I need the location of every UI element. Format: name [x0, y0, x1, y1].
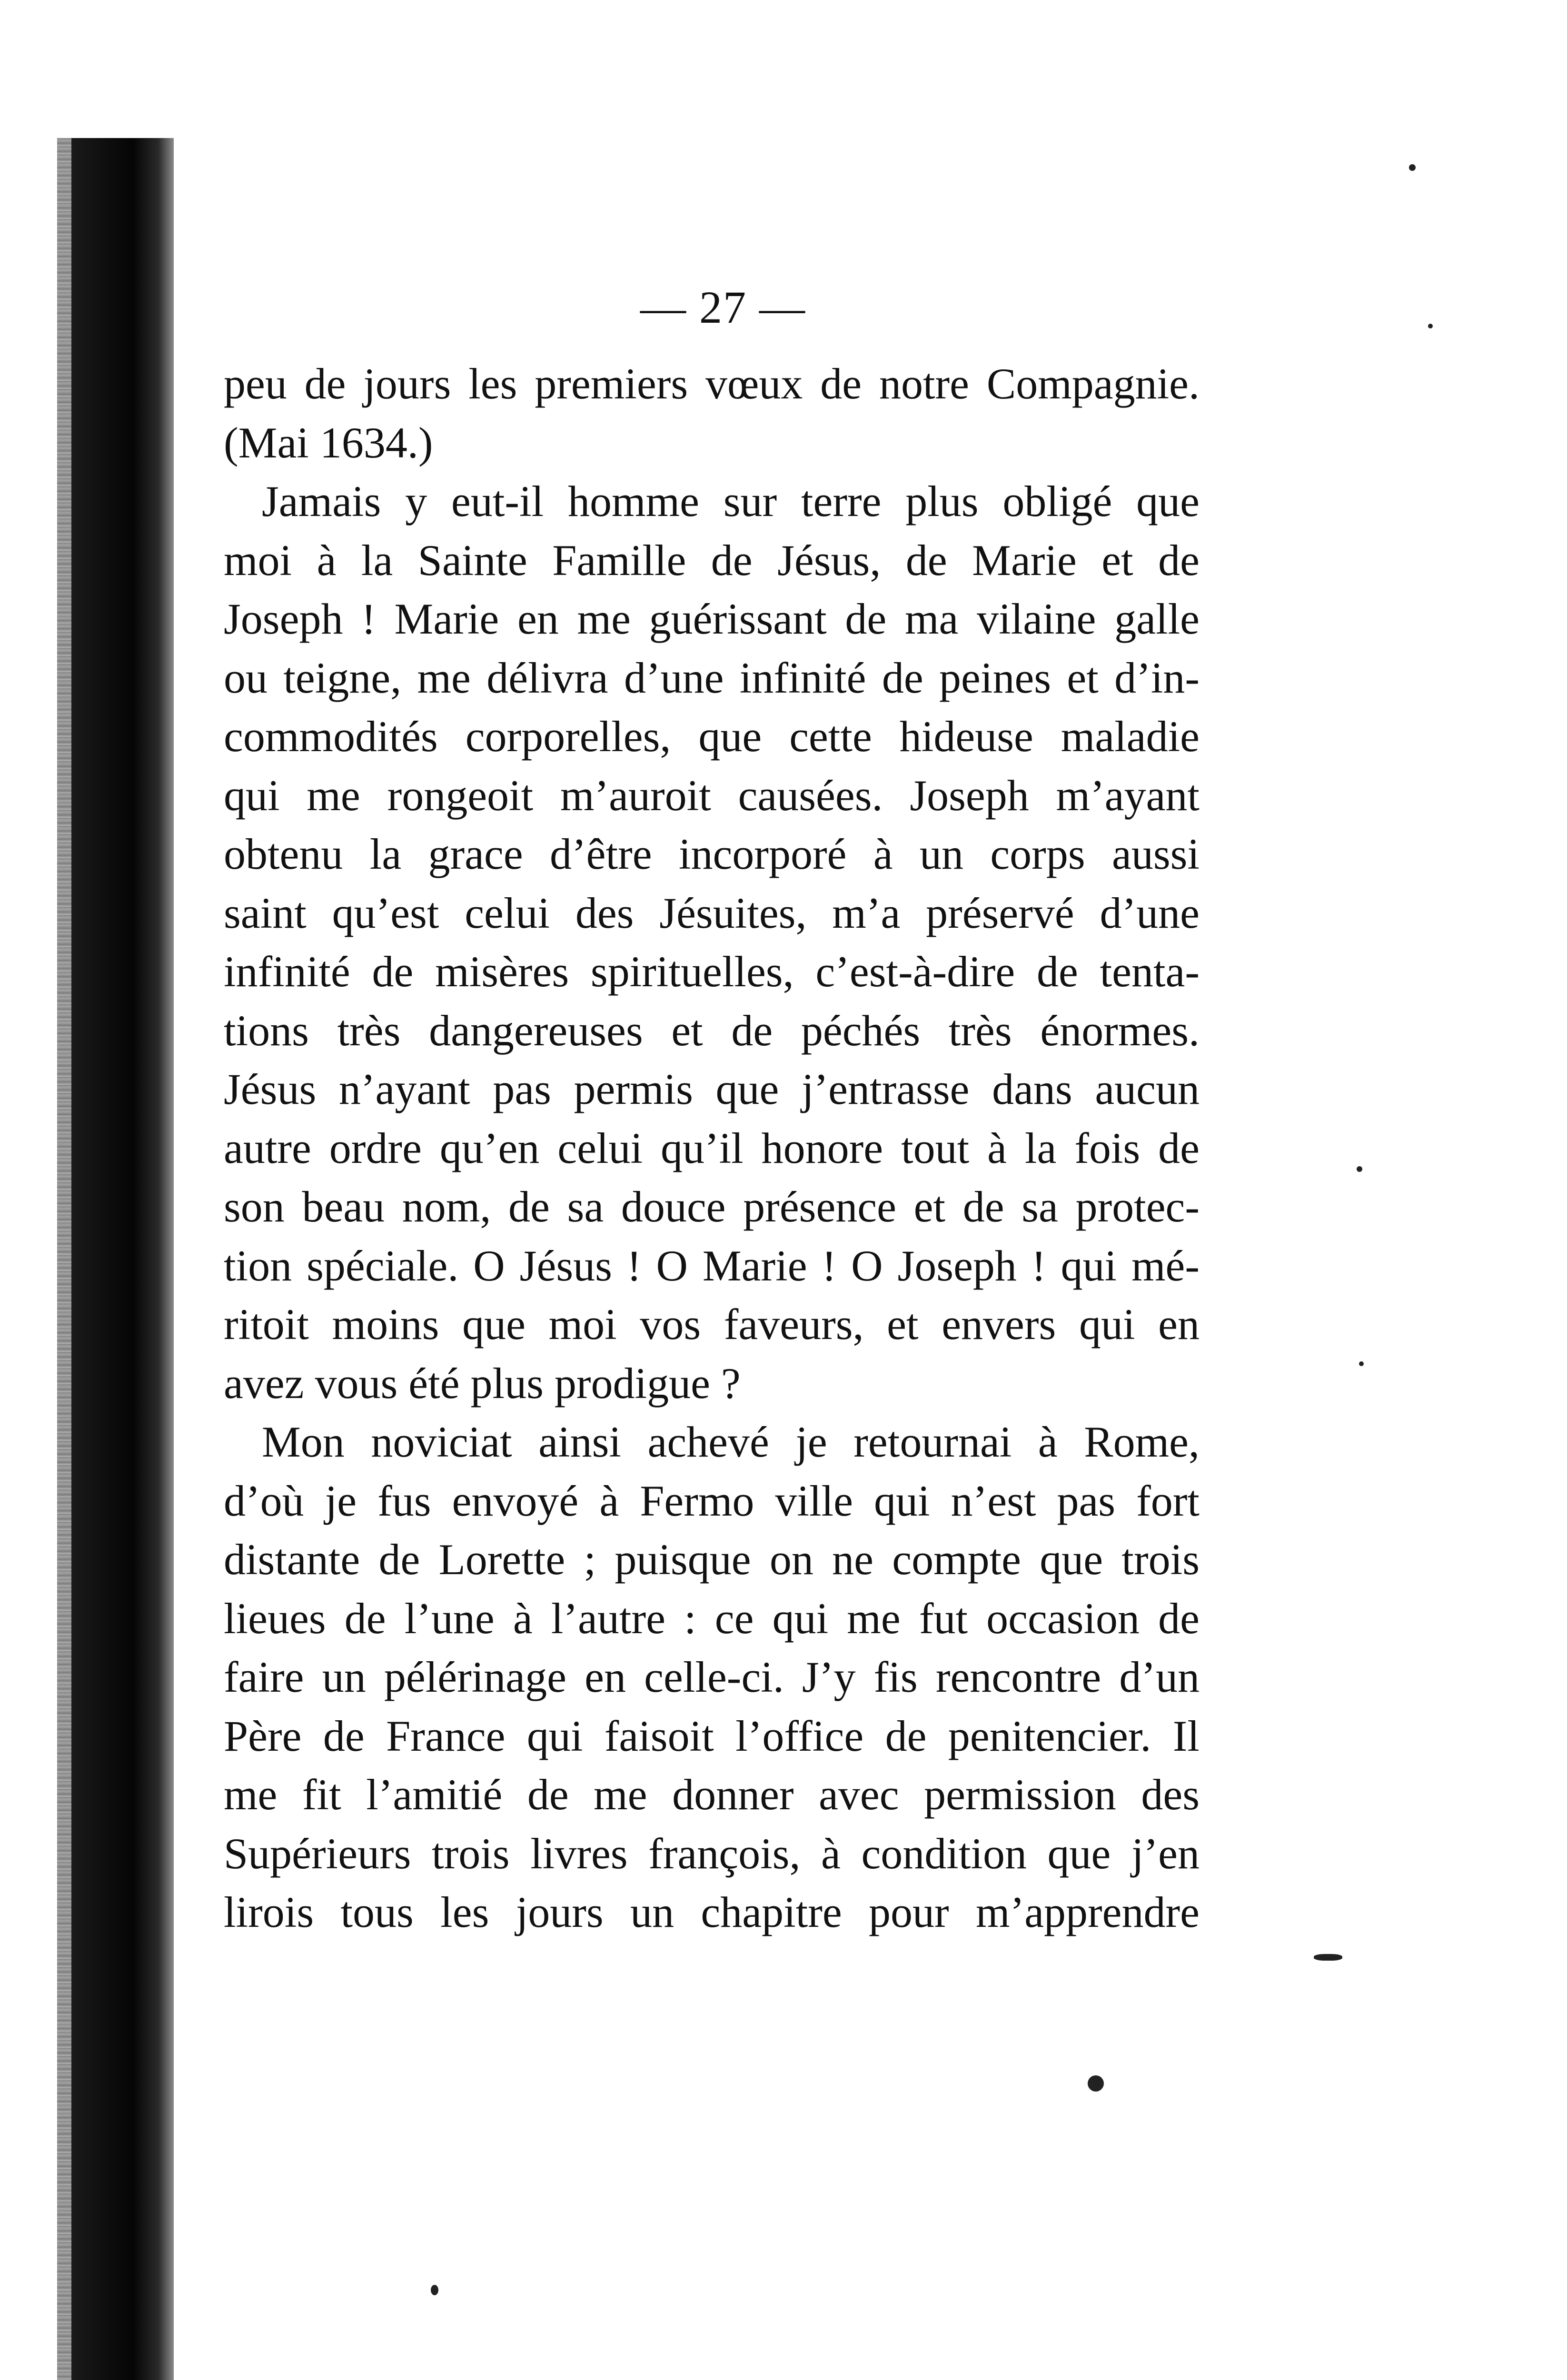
text-line: infinité de misères spirituelles, c’est-à-dire de tenta-	[224, 947, 1200, 996]
body-text	[224, 355, 1200, 1942]
text-line: me fit l’amitié de me donner avec permission des	[224, 1770, 1200, 1819]
text-line: tions très dangereuses et de péchés très énormes.	[224, 1006, 1200, 1055]
text-line: autre ordre qu’en celui qu’il honore tout à la fois de	[224, 1123, 1200, 1172]
text-line: Joseph ! Marie en me guérissant de ma vilaine galle	[224, 595, 1200, 643]
text-line: son beau nom, de sa douce présence et de sa protec-	[224, 1182, 1200, 1231]
text-line: Supérieurs trois livres françois, à condition que j’en	[224, 1829, 1200, 1878]
text-line: saint qu’est celui des Jésuites, m’a préservé d’une	[224, 888, 1200, 937]
text-line: (Mai 1634.)	[224, 418, 433, 467]
text-line: d’où je fus envoyé à Fermo ville qui n’est pas fort	[224, 1476, 1200, 1525]
text-line: obtenu la grace d’être incorporé à un corps aussi	[224, 830, 1200, 878]
dust-speck	[1359, 1361, 1364, 1366]
text-line: distante de Lorette ; puisque on ne compte que trois	[224, 1535, 1200, 1584]
text-line: commodités corporelles, que cette hideuse maladie	[224, 712, 1200, 761]
text-line: faire un pélérinage en celle-ci. J’y fis rencontre d’un	[224, 1653, 1200, 1701]
dust-speck	[1314, 1954, 1342, 1961]
dust-speck	[1357, 1166, 1362, 1172]
text-line: avez vous été plus prodigue ?	[224, 1359, 741, 1408]
text-line: Jésus n’ayant pas permis que j’entrasse dans aucun	[224, 1065, 1200, 1113]
dust-speck	[1088, 2075, 1104, 2092]
dust-speck	[1409, 164, 1416, 171]
text-line: moi à la Sainte Famille de Jésus, de Marie et de	[224, 536, 1200, 585]
page-number: — 27 —	[640, 282, 806, 333]
text-line: Père de France qui faisoit l’office de penitencier. Il	[224, 1711, 1200, 1760]
text-line: ou teigne, me délivra d’une infinité de peines et d’in-	[224, 653, 1200, 702]
text-line: lirois tous les jours un chapitre pour m’apprendre	[224, 1888, 1200, 1936]
text-line: ritoit moins que moi vos faveurs, et envers qui en	[224, 1300, 1200, 1349]
text-line: qui me rongeoit m’auroit causées. Joseph m’ayant	[224, 771, 1200, 820]
text-line: peu de jours les premiers vœux de notre Compagnie.	[224, 359, 1200, 408]
book-binding-strip	[71, 138, 174, 2380]
dust-speck	[431, 2285, 438, 2295]
text-line: Mon noviciat ainsi achevé je retournai à Rome,	[262, 1418, 1200, 1466]
text-line: Jamais y eut-il homme sur terre plus obligé que	[262, 477, 1200, 526]
text-line: lieues de l’une à l’autre : ce qui me fut occasion de	[224, 1594, 1200, 1643]
text-line: tion spéciale. O Jésus ! O Marie ! O Joseph ! qui mé-	[224, 1241, 1200, 1290]
